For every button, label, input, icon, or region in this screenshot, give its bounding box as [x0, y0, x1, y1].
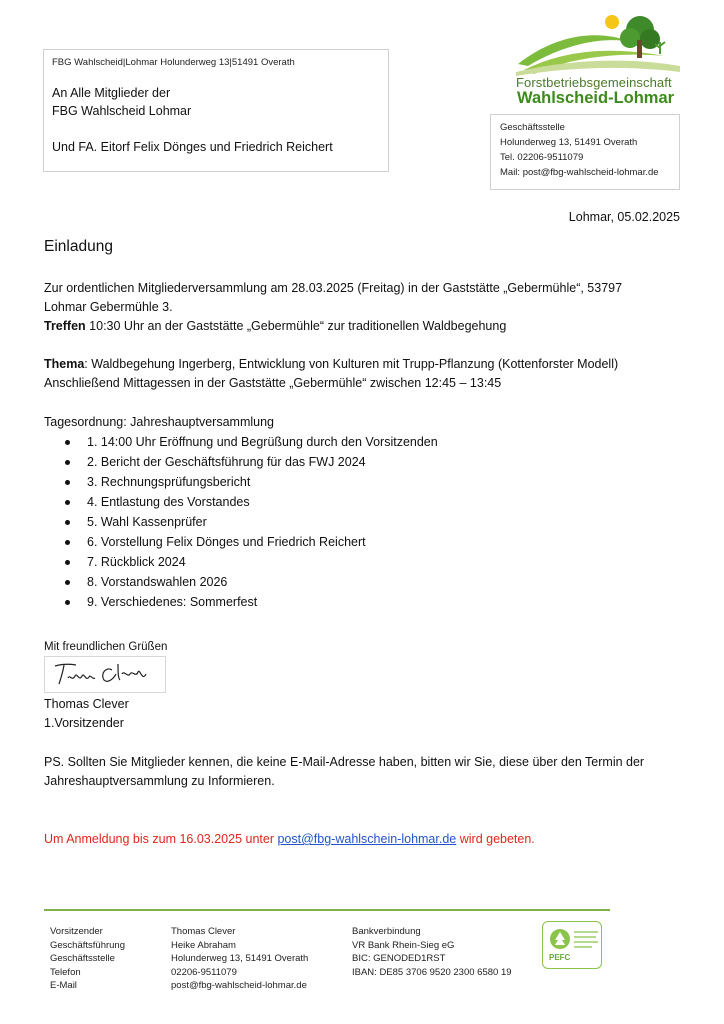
footer-label: E-Mail [50, 980, 77, 991]
letter-date: Lohmar, 05.02.2025 [568, 210, 680, 224]
agenda-list [60, 432, 438, 612]
footer-bank-line: BIC: GENODED1RST [352, 953, 446, 964]
ps-line: PS. Sollten Sie Mitglieder kennen, die keine E-Mail-Adresse haben, bitten wir Sie, diese über den Termin der [44, 755, 645, 769]
bullet-icon [65, 560, 70, 565]
office-line: Tel. 02206-9511079 [500, 152, 584, 163]
footer-divider [44, 909, 610, 911]
agenda-item: 6. Vorstellung Felix Dönges und Friedrich Reichert [60, 532, 438, 552]
footer-value: Holunderweg 13, 51491 Overath [171, 953, 309, 964]
logo-title: Forstbetriebsgemeinschaft [516, 75, 672, 90]
intro-line: Zur ordentlichen Mitgliederversammlung am 28.03.2025 (Freitag) in der Gaststätte „Gebermühle“, 53797 [44, 281, 623, 295]
thema-label: Thema [44, 357, 85, 371]
footer-label: Vorsitzender [50, 926, 103, 937]
meeting-line [44, 317, 506, 336]
treffen-text: 10:30 Uhr an der Gaststätte „Gebermühle“ zur traditionellen Waldbegehung [85, 319, 507, 333]
recipient-line: An Alle Mitglieder der [52, 86, 171, 100]
signer-role: 1.Vorsitzender [44, 716, 124, 730]
registration-email-link[interactable]: post@fbg-wahlschein-lohmar.de [277, 832, 457, 846]
agenda-item: 7. Rückblick 2024 [60, 552, 438, 572]
recipient-line: FBG Wahlscheid Lohmar [52, 104, 192, 118]
lunch-line: Anschließend Mittagessen in der Gaststätte „Gebermühle“ zwischen 12:45 – 13:45 [44, 376, 502, 390]
office-line: Geschäftsstelle [500, 122, 565, 133]
registration-note [44, 830, 535, 849]
pefc-tree-icon [549, 928, 571, 950]
footer-value: Thomas Clever [171, 926, 236, 937]
bullet-icon [65, 440, 70, 445]
footer-bank-line: IBAN: DE85 3706 9520 2300 6580 19 [352, 966, 512, 978]
bullet-icon [65, 460, 70, 465]
agenda-item: 3. Rechnungsprüfungsbericht [60, 472, 438, 492]
bullet-icon [65, 580, 70, 585]
bullet-icon [65, 520, 70, 525]
sender-line: FBG Wahlscheid|Lohmar Holunderweg 13|51491 Overath [52, 57, 295, 68]
bullet-icon [65, 600, 70, 605]
thema-text: : Waldbegehung Ingerberg, Entwicklung von Kulturen mit Trupp-Pflanzung (Kottenforster Modell) [84, 357, 619, 371]
footer-bank [352, 925, 512, 979]
footer-label: Geschäftsführung [50, 939, 125, 951]
topic-line [44, 355, 618, 374]
agenda-title: Tagesordnung: Jahreshauptversammlung [44, 415, 274, 429]
pefc-label: PEFC [549, 953, 571, 962]
footer-values [171, 925, 308, 993]
footer-value: post@fbg-wahlscheid-lohmar.de [171, 980, 307, 991]
agenda-item: 1. 14:00 Uhr Eröffnung und Begrüßung durch den Vorsitzenden [60, 432, 438, 452]
closing: Mit freundlichen Grüßen [44, 641, 168, 653]
pefc-logo [542, 921, 602, 969]
agenda-item: 8. Vorstandswahlen 2026 [60, 572, 438, 592]
recipient-line: Und FA. Eitorf Felix Dönges und Friedrich Reichert [52, 140, 333, 154]
agenda-item: 4. Entlastung des Vorstandes [60, 492, 438, 512]
agenda-item: 2. Bericht der Geschäftsführung für das FWJ 2024 [60, 452, 438, 472]
bullet-icon [65, 480, 70, 485]
registration-text: Um Anmeldung bis zum 16.03.2025 unter [44, 832, 278, 846]
bullet-icon [65, 540, 70, 545]
logo-subtitle: Wahlscheid-Lohmar [517, 89, 675, 107]
agenda-item: 5. Wahl Kassenprüfer [60, 512, 438, 532]
footer-value: Heike Abraham [171, 939, 236, 951]
footer-label: Telefon [50, 966, 81, 978]
footer-labels [50, 925, 125, 993]
footer-bank-line: VR Bank Rhein-Sieg eG [352, 939, 455, 951]
bullet-icon [65, 500, 70, 505]
signature-image [52, 660, 152, 688]
ps-line: Jahreshauptversammlung zu Informieren. [44, 774, 275, 788]
footer-label: Geschäftsstelle [50, 953, 115, 964]
office-line: Holunderweg 13, 51491 Overath [500, 137, 638, 148]
agenda-item: 9. Verschiedenes: Sommerfest [60, 592, 438, 612]
office-line: Mail: post@fbg-wahlscheid-lohmar.de [500, 167, 659, 178]
footer-bank-line: Bankverbindung [352, 926, 421, 937]
registration-text: wird gebeten. [456, 832, 535, 846]
footer-value: 02206-9511079 [171, 966, 237, 978]
signer-name: Thomas Clever [44, 697, 129, 711]
treffen-label: Treffen [44, 319, 86, 333]
intro-line: Lohmar Gebermühle 3. [44, 300, 173, 314]
letter-heading: Einladung [44, 238, 113, 255]
